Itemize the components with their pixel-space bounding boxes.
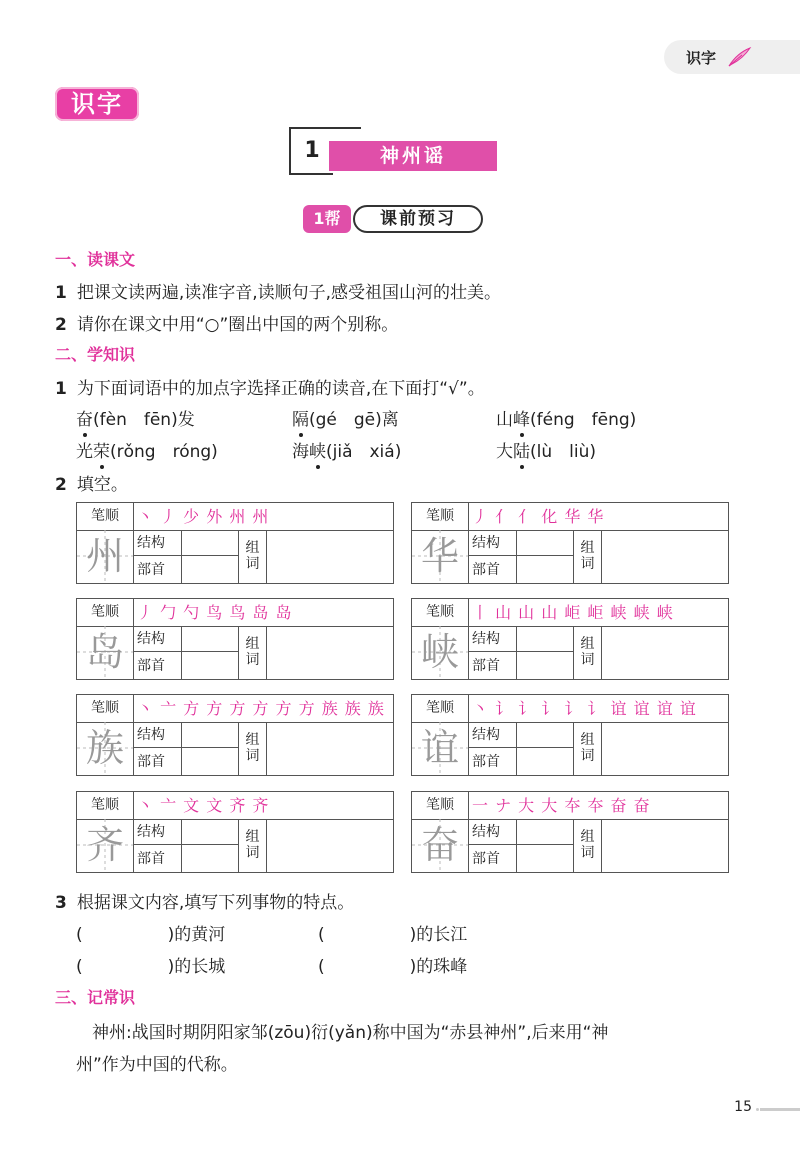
question-text: 请你在课文中用“○”圈出中国的两个别称。: [76, 315, 399, 335]
stroke-order-label: 笔顺: [412, 695, 469, 722]
stroke-row: [412, 599, 728, 627]
word-label-zu: 组: [245, 732, 260, 748]
section-title-3: 三、记常识: [55, 988, 136, 1007]
word-label-zu: 组: [580, 732, 595, 748]
structure-radical-cells: [468, 722, 574, 775]
stroke-sequence: 丿 亻 亻 化 华 华: [472, 507, 605, 526]
structure-label: 结构: [133, 626, 238, 652]
stroke-sequence: 丶 讠 讠 讠 讠 讠 谊 谊 谊 谊: [472, 699, 697, 718]
word-label-ci: 词: [245, 748, 260, 764]
radical-label: 部首: [137, 658, 165, 674]
stroke-order-label: 笔顺: [77, 599, 134, 626]
stroke-order-label: 笔顺: [412, 599, 469, 626]
word-label-ci: 词: [245, 845, 260, 861]
pinyin-options: (lù liù): [530, 442, 596, 462]
section-title-2: 二、学知识: [55, 345, 136, 364]
structure-radical-cells: [468, 530, 574, 583]
structure-label: 结构: [468, 626, 573, 652]
structure-label: 结构: [133, 722, 238, 748]
question-number: 2: [55, 475, 67, 495]
model-character: 岛: [77, 626, 134, 679]
stroke-sequence: 丶 丿 少 外 州 州: [137, 507, 270, 526]
stroke-row: [77, 599, 393, 627]
question-1-1: [55, 278, 501, 303]
word-label: [239, 530, 267, 583]
lesson-number: 1: [289, 127, 333, 175]
word-label-zu: 组: [580, 636, 595, 652]
stroke-card: [76, 502, 394, 584]
question-number: 1: [55, 283, 67, 303]
question-2-2: [55, 470, 128, 495]
structure-radical-cells: [133, 819, 239, 872]
cell-divider: [516, 530, 517, 583]
stroke-order-label: 笔顺: [77, 503, 134, 530]
model-character: 谊: [412, 722, 469, 775]
stroke-order-label: 笔顺: [77, 695, 134, 722]
model-character: 华: [412, 530, 469, 583]
plain-char: 海: [292, 442, 309, 462]
word-label-ci: 词: [580, 556, 595, 572]
pinyin-item-1: [76, 405, 195, 430]
radical-label: 部首: [137, 754, 165, 770]
model-character: 族: [77, 722, 134, 775]
stroke-card: [76, 791, 394, 873]
word-label-ci: 词: [580, 748, 595, 764]
stroke-row: [412, 695, 728, 723]
question-number: 3: [55, 893, 67, 913]
section-pill-title: 课前预习: [353, 205, 483, 233]
knowledge-line-1: 神州:战国时期阴阳家邹(zōu)衍(yǎn)称中国为“赤县神州”,后来用“神: [92, 1023, 609, 1043]
pinyin-options: (jiǎ xiá): [326, 442, 402, 462]
plain-char: 大: [496, 442, 513, 462]
structure-radical-cells: [468, 626, 574, 679]
question-text: 根据课文内容,填写下列事物的特点。: [76, 893, 355, 913]
section-title-1: 一、读课文: [55, 250, 136, 269]
pinyin-item-3: [496, 405, 636, 430]
word-label: [239, 626, 267, 679]
question-number: 1: [55, 379, 67, 399]
page-dot: [756, 1108, 759, 1111]
word-label-zu: 组: [580, 540, 595, 556]
structure-label: 结构: [468, 722, 573, 748]
chapter-tab: [664, 40, 800, 74]
word-label-zu: 组: [245, 540, 260, 556]
knowledge-line-2: 州”作为中国的代称。: [76, 1055, 238, 1075]
word-label: [574, 626, 602, 679]
fill-blank-4[interactable]: ( )的珠峰: [318, 957, 468, 977]
question-2-1: [55, 374, 485, 399]
radical-label: 部首: [137, 562, 165, 578]
word-label: [239, 722, 267, 775]
stroke-order-label: 笔顺: [412, 503, 469, 530]
stroke-row: [77, 695, 393, 723]
word-label-zu: 组: [245, 636, 260, 652]
feather-pen-icon: [726, 46, 752, 68]
structure-radical-cells: [133, 722, 239, 775]
question-text: 填空。: [76, 475, 128, 495]
stroke-row: [412, 792, 728, 820]
fill-blank-1[interactable]: ( )的黄河: [76, 925, 226, 945]
stroke-card: [411, 502, 729, 584]
dotted-char: 峡: [309, 442, 326, 462]
structure-label: 结构: [468, 530, 573, 556]
pinyin-options: (rǒng róng): [110, 442, 218, 462]
structure-radical-cells: [468, 819, 574, 872]
stroke-card: [411, 598, 729, 680]
unit-badge: 识字: [55, 87, 139, 121]
question-number: 2: [55, 315, 67, 335]
fill-blank-2[interactable]: ( )的长江: [318, 925, 468, 945]
question-text: 把课文读两遍,读准字音,读顺句子,感受祖国山河的壮美。: [76, 283, 502, 303]
stroke-card: [76, 694, 394, 776]
dotted-char: 陆: [513, 442, 530, 462]
stroke-row: [77, 792, 393, 820]
cell-divider: [516, 722, 517, 775]
word-label: [574, 530, 602, 583]
model-character: 奋: [412, 819, 469, 872]
structure-label: 结构: [133, 819, 238, 845]
radical-label: 部首: [472, 658, 500, 674]
pinyin-item-5: [292, 437, 401, 462]
plain-char: 山: [496, 410, 513, 430]
cell-divider: [181, 819, 182, 872]
cell-divider: [516, 626, 517, 679]
cell-divider: [181, 722, 182, 775]
stroke-card: [411, 694, 729, 776]
pinyin-options: (féng fēng): [530, 410, 637, 430]
stroke-order-label: 笔顺: [77, 792, 134, 819]
model-character: 州: [77, 530, 134, 583]
stroke-sequence: 丶 亠 文 文 齐 齐: [137, 796, 270, 815]
pinyin-options: (fèn fēn)发: [93, 410, 195, 430]
pinyin-item-6: [496, 437, 596, 462]
pinyin-item-2: [292, 405, 399, 430]
radical-label: 部首: [472, 754, 500, 770]
stroke-sequence: 丿 勹 勺 鸟 鸟 岛 岛: [137, 603, 293, 622]
pinyin-options: (gé gē)离: [309, 410, 399, 430]
word-label: [574, 819, 602, 872]
radical-label: 部首: [472, 562, 500, 578]
structure-radical-cells: [133, 626, 239, 679]
radical-label: 部首: [472, 851, 500, 867]
structure-radical-cells: [133, 530, 239, 583]
stroke-row: [412, 503, 728, 531]
word-label-ci: 词: [245, 556, 260, 572]
dotted-char: 荣: [93, 442, 110, 462]
stroke-sequence: 丶 亠 方 方 方 方 方 方 族 族 族: [137, 699, 385, 718]
stroke-card: [76, 598, 394, 680]
section-pill-number: 1帮: [303, 205, 351, 233]
word-label-ci: 词: [245, 652, 260, 668]
stroke-sequence: 一 ナ 大 大 夲 夲 奋 奋: [472, 796, 651, 815]
word-label-ci: 词: [580, 845, 595, 861]
stroke-order-label: 笔顺: [412, 792, 469, 819]
chapter-tab-label: 识字: [686, 48, 717, 67]
stroke-sequence: 丨 山 山 山 岠 岠 峡 峡 峡: [472, 603, 674, 622]
word-label-zu: 组: [580, 829, 595, 845]
structure-label: 结构: [468, 819, 573, 845]
word-label: [239, 819, 267, 872]
word-label-zu: 组: [245, 829, 260, 845]
word-label: [574, 722, 602, 775]
model-character: 齐: [77, 819, 134, 872]
plain-char: 光: [76, 442, 93, 462]
model-character: 峡: [412, 626, 469, 679]
radical-label: 部首: [137, 851, 165, 867]
question-text: 为下面词语中的加点字选择正确的读音,在下面打“√”。: [76, 379, 485, 399]
lesson-title: 神州谣: [329, 141, 497, 171]
question-2-3: [55, 888, 354, 913]
cell-divider: [181, 626, 182, 679]
stroke-row: [77, 503, 393, 531]
page-line: [760, 1108, 800, 1111]
dotted-char: 奋: [76, 410, 93, 430]
dotted-char: 峰: [513, 410, 530, 430]
question-1-2: [55, 310, 398, 335]
stroke-card: [411, 791, 729, 873]
cell-divider: [181, 530, 182, 583]
dotted-char: 隔: [292, 410, 309, 430]
lesson-divider: [331, 127, 361, 129]
cell-divider: [516, 819, 517, 872]
pinyin-item-4: [76, 437, 218, 462]
page-number: 15: [734, 1099, 752, 1115]
structure-label: 结构: [133, 530, 238, 556]
fill-blank-3[interactable]: ( )的长城: [76, 957, 226, 977]
word-label-ci: 词: [580, 652, 595, 668]
